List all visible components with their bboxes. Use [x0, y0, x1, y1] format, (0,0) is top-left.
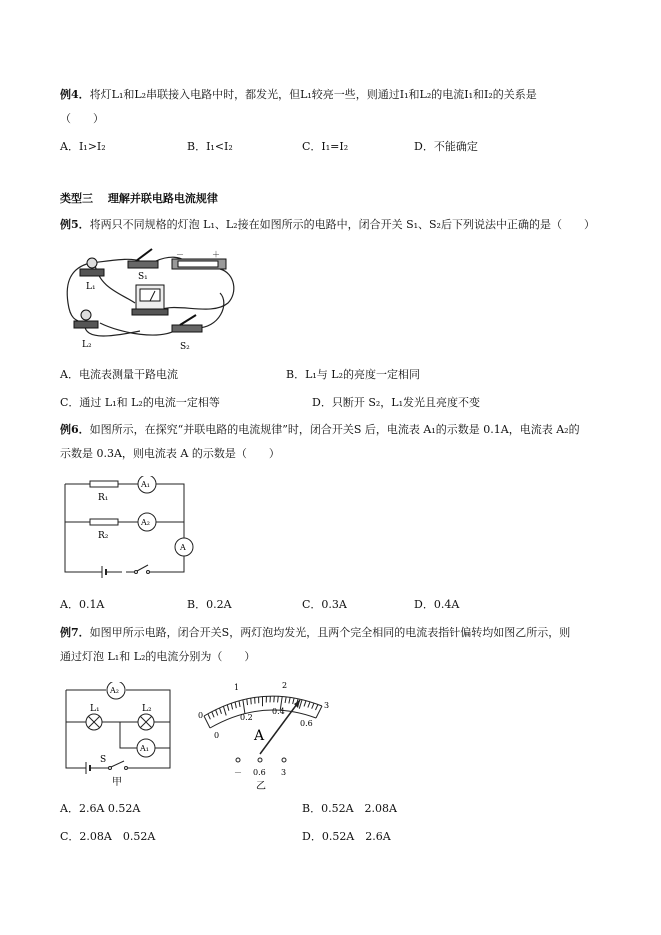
ex5-circuit-figure: [60, 243, 240, 355]
ex5-label: 例5．: [60, 218, 90, 231]
battery-icon: [172, 250, 226, 269]
ex5-option-d[interactable]: D．只断开 S₂，L₁发光且亮度不变: [312, 396, 480, 409]
meter-tick: [289, 697, 290, 703]
ex4-stem: 将灯L₁和L₂串联接入电路中时，都发光，但L₁较亮一些，则通过I₁和L₂的电流I₁和I₂的关系是: [89, 88, 537, 101]
scale-bottom-1: 0.2: [240, 713, 253, 722]
ammeter-a-icon: [175, 538, 193, 556]
meter-tick: [308, 702, 310, 708]
ammeter-a2-icon: [138, 513, 156, 531]
meter-tick: [278, 696, 279, 702]
meter-tick: [227, 705, 229, 711]
scale-top-2: 2: [282, 681, 288, 690]
meter-tick: [274, 696, 275, 702]
meter-tick: [304, 701, 306, 707]
ex6-fig-a2: A₂: [141, 518, 150, 527]
ex7-fig-yi: 乙: [256, 781, 266, 792]
scale-bottom-0: 0: [214, 731, 220, 740]
ex4-option-c[interactable]: C．I₁=I₂: [302, 140, 349, 153]
ex4-option-a[interactable]: A．I₁>I₂: [60, 140, 106, 153]
ammeter-a1-icon: [137, 739, 155, 757]
meter-tick: [235, 702, 236, 708]
scale-top-0: 0: [198, 711, 204, 720]
ex4-stem-line: [60, 88, 537, 102]
ex7-line2: 通过灯泡 L₁和 L₂的电流分别为（ ）: [60, 650, 256, 663]
ex6-label: 例6．: [60, 423, 90, 436]
resistor-r2-icon: [90, 519, 118, 525]
lamp-l1-icon: [86, 714, 102, 730]
ex7-option-c[interactable]: C．2.08A 0.52A: [60, 830, 156, 843]
ex6-fig-r1: R₁: [98, 493, 109, 503]
ex5-stem: 将两只不同规格的灯泡 L₁、L₂接在如图所示的电路中，闭合开关 S₁、S₂后下列说法中正确的是（ ）: [89, 218, 595, 231]
ex5-fig-s2: S₂: [180, 342, 190, 352]
ex6-option-b[interactable]: B．0.2A: [187, 598, 232, 611]
ex4-option-b[interactable]: B．I₁<I₂: [187, 140, 233, 153]
ex5-option-b[interactable]: B．L₁与 L₂的亮度一定相同: [286, 368, 421, 381]
section3-title: 类型三 理解并联电路电流规律: [60, 192, 218, 205]
meter-tick: [247, 699, 248, 705]
meter-tick: [223, 706, 226, 715]
switch-s2-icon: [172, 315, 202, 332]
switch-s1-icon: [128, 249, 158, 268]
meter-tick: [208, 714, 211, 720]
lamp-l2-icon: [74, 310, 98, 328]
ex6-stem-1: 如图所示，在探究“并联电路的电流规律”时，闭合开关S 后，电流表 A₁的示数是 0.1A，电流表 A₂的: [89, 423, 580, 436]
ex6-line2: 示数是 0.3A，则电流表 A 的示数是（ ）: [60, 447, 280, 460]
ex4-paren: （ ）: [60, 112, 104, 125]
switch-icon: [135, 565, 150, 574]
meter-tick: [285, 697, 286, 703]
terminal-0-6: 0.6: [253, 768, 266, 777]
ex5-fig-l2: L₂: [82, 340, 92, 350]
scale-bottom-3: 0.6: [300, 719, 313, 728]
ex7-option-a[interactable]: A．2.6A 0.52A: [60, 802, 141, 815]
ex7-circuit-jia-figure: [60, 682, 180, 788]
ex6-circuit-figure: [60, 476, 200, 580]
ex5-option-c[interactable]: C．通过 L₁和 L₂的电流一定相等: [60, 396, 220, 409]
meter-tick: [212, 712, 214, 718]
ex7-option-b[interactable]: B．0.52A 2.08A: [302, 802, 397, 815]
meter-tick: [239, 701, 240, 707]
ex5-stem-line: [60, 218, 595, 232]
ex6-fig-a1: A₁: [141, 480, 150, 489]
lamp-l1-icon: [80, 258, 104, 276]
ex7-label: 例7．: [60, 626, 90, 639]
ex7-line1: [60, 626, 570, 640]
ex6-option-d[interactable]: D．0.4A: [414, 598, 460, 611]
meter-tick: [243, 700, 245, 714]
ammeter-a2-icon: [107, 682, 125, 699]
ex4-label: 例4．: [60, 88, 90, 101]
ex6-option-a[interactable]: A．0.1A: [60, 598, 105, 611]
ex7-fig-a2: A₂: [110, 686, 119, 695]
svg-text:－: －: [176, 250, 184, 259]
terminal-minus: －: [234, 768, 242, 777]
meter-unit-label: A: [254, 728, 265, 744]
terminal-3: 3: [281, 768, 287, 777]
ex7-stem-1: 如图甲所示电路，闭合开关S，两灯泡均发光，且两个完全相同的电流表指针偏转均如图乙所示，则: [89, 626, 571, 639]
ex6-line1: [60, 423, 580, 437]
battery-icon: [102, 566, 106, 578]
ex6-fig-r2: R₂: [98, 531, 109, 541]
battery-icon: [86, 762, 90, 774]
svg-text:＋: ＋: [212, 250, 220, 259]
ex7-meter-yi-figure: [190, 674, 340, 792]
ex7-fig-jia: 甲: [112, 777, 122, 788]
meter-tick: [220, 708, 222, 714]
ex7-fig-l1: L₁: [90, 704, 100, 714]
lamp-l2-icon: [138, 714, 154, 730]
ex7-fig-a1: A₁: [140, 744, 149, 753]
meter-tick: [315, 704, 318, 710]
ex6-option-c[interactable]: C．0.3A: [302, 598, 347, 611]
ex5-option-a[interactable]: A．电流表测量干路电流: [60, 368, 178, 381]
ex5-fig-s1: S₁: [138, 272, 148, 282]
scale-top-1: 1: [234, 683, 240, 692]
ex7-option-d[interactable]: D．0.52A 2.6A: [302, 830, 391, 843]
ammeter-icon: [132, 285, 168, 315]
ex5-fig-l1: L₁: [86, 282, 96, 292]
ex7-fig-s: S: [100, 755, 107, 765]
meter-tick: [251, 698, 252, 704]
meter-tick: [293, 698, 294, 704]
resistor-r1-icon: [90, 481, 118, 487]
meter-tick: [216, 710, 218, 716]
scale-bottom-2: 0.4: [272, 707, 285, 716]
ex7-fig-l2: L₂: [142, 704, 152, 714]
meter-tick: [204, 716, 210, 728]
scale-top-3: 3: [324, 701, 330, 710]
meter-tick: [231, 703, 232, 709]
ammeter-a1-icon: [138, 476, 156, 493]
ex6-fig-a: A: [180, 543, 186, 552]
ex4-option-d[interactable]: D．不能确定: [414, 140, 478, 153]
switch-icon: [109, 761, 128, 770]
meter-tick: [312, 703, 314, 709]
